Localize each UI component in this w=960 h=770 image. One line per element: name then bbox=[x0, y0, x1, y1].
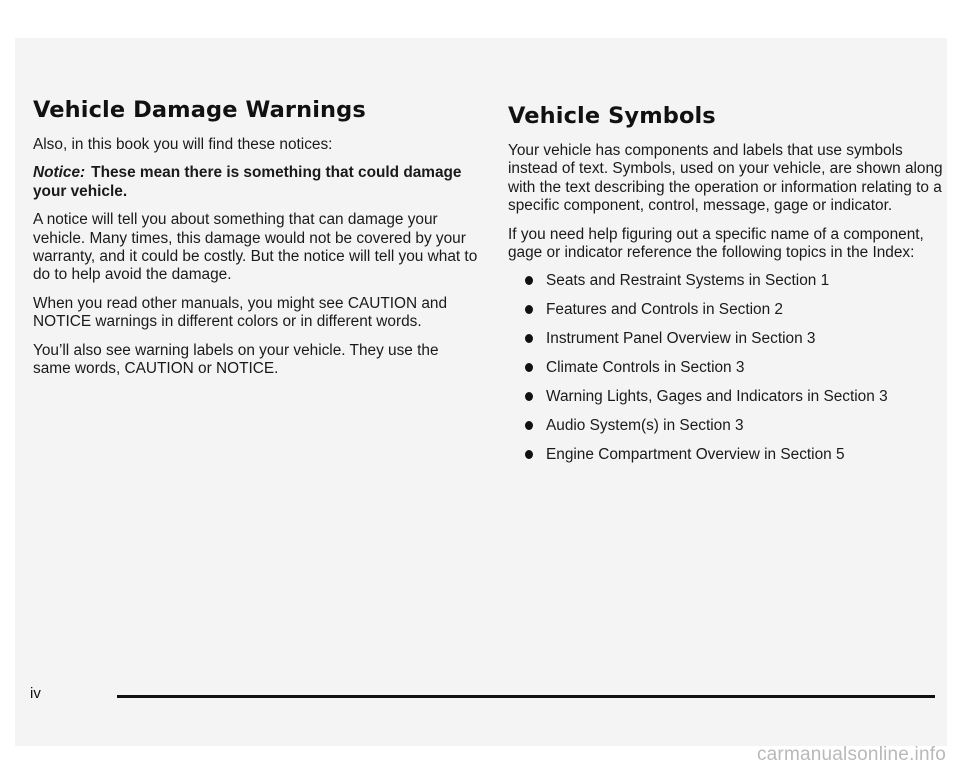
notice-text: These mean there is something that could damage your vehicle. bbox=[33, 164, 462, 200]
site-watermark: carmanualsonline.info bbox=[756, 744, 946, 765]
list-item-label: Engine Compartment Overview in Section 5 bbox=[546, 446, 845, 464]
symbols-intro-text: Your vehicle has components and labels that use symbols instead of text. Symbols, used on your vehicle, are shown along with the text describing the operation or information relating to a specific component, control, message, gage or indicator. bbox=[508, 141, 943, 215]
warning-labels-text: You’ll also see warning labels on your vehicle. They use the same words, CAUTION or NOTICE. bbox=[33, 341, 439, 377]
bullet-icon bbox=[525, 363, 533, 372]
list-item-label: Audio System(s) in Section 3 bbox=[546, 417, 744, 435]
notice-paragraph bbox=[33, 164, 479, 201]
bullet-icon bbox=[525, 450, 533, 459]
bullet-icon bbox=[525, 392, 533, 401]
list-item bbox=[508, 272, 944, 290]
list-item-label: Climate Controls in Section 3 bbox=[546, 359, 745, 377]
list-item bbox=[508, 301, 944, 319]
bullet-icon bbox=[525, 305, 533, 314]
intro-text: Also, in this book you will find these notices: bbox=[33, 135, 333, 153]
list-item bbox=[508, 446, 944, 464]
footer-divider bbox=[117, 695, 935, 698]
bullet-icon bbox=[525, 276, 533, 285]
bullet-icon bbox=[525, 334, 533, 343]
notice-label: Notice: bbox=[33, 164, 86, 182]
list-item-label: Warning Lights, Gages and Indicators in Section 3 bbox=[546, 388, 888, 406]
page-number: iv bbox=[30, 685, 41, 702]
index-reference-text: If you need help figuring out a specific name of a component, gage or indicator reference the following topics in the Index: bbox=[508, 225, 924, 261]
list-item-label: Seats and Restraint Systems in Section 1 bbox=[546, 272, 830, 290]
notice-explanation-text: A notice will tell you about something that can damage your vehicle. Many times, this damage would not be covered by your warranty, and it could be costly. But the notice will tell you what to do to help avoid the damage. bbox=[33, 211, 478, 284]
vehicle-damage-warnings-heading: Vehicle Damage Warnings bbox=[33, 97, 366, 123]
other-manuals-text: When you read other manuals, you might see CAUTION and NOTICE warnings in different colors or in different words. bbox=[33, 294, 448, 331]
list-item bbox=[508, 417, 944, 435]
bullet-icon bbox=[525, 421, 533, 430]
vehicle-symbols-heading: Vehicle Symbols bbox=[508, 103, 716, 129]
list-item-label: Instrument Panel Overview in Section 3 bbox=[546, 330, 816, 348]
index-topics-list bbox=[508, 272, 944, 464]
list-item bbox=[508, 359, 944, 377]
left-column bbox=[33, 98, 479, 388]
list-item bbox=[508, 388, 944, 406]
manual-page bbox=[15, 38, 947, 746]
right-column bbox=[508, 104, 944, 475]
list-item bbox=[508, 330, 944, 348]
list-item-label: Features and Controls in Section 2 bbox=[546, 301, 783, 319]
